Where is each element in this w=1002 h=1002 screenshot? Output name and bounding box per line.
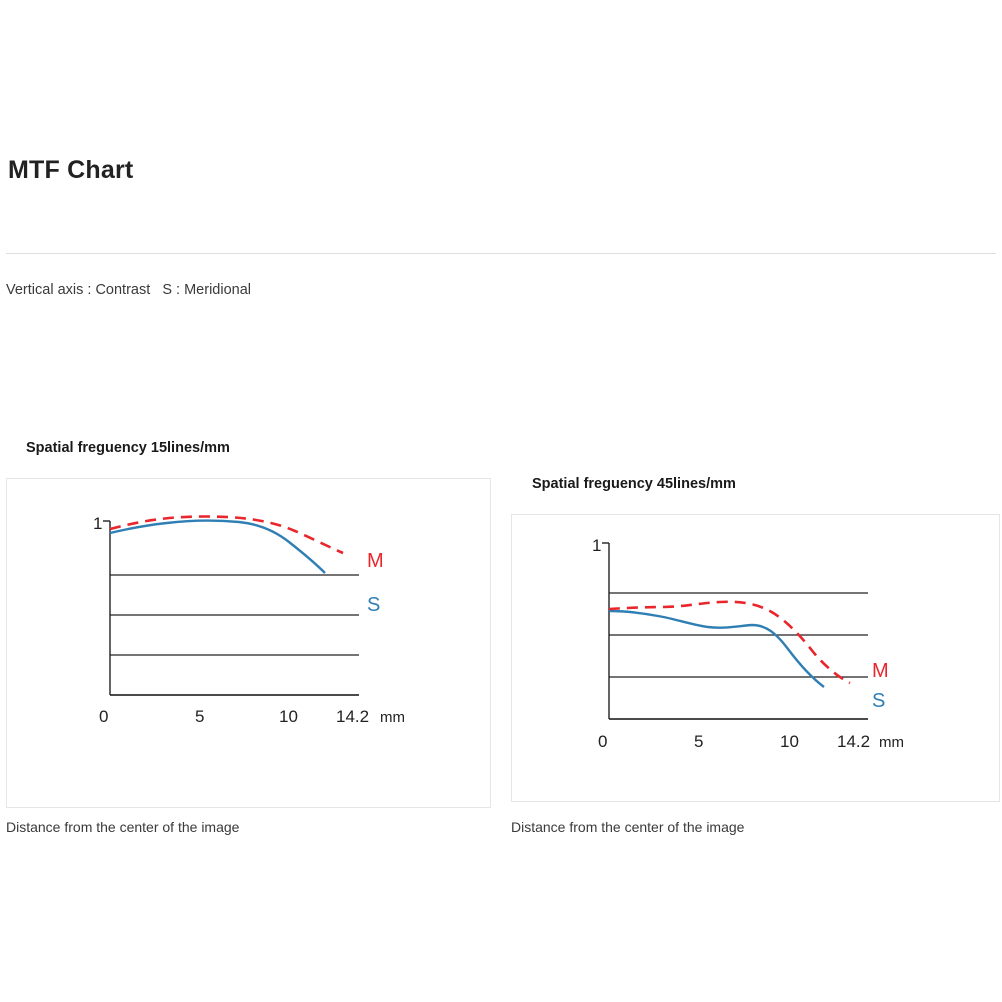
chart-2-x-tick-5: 5 bbox=[694, 732, 704, 751]
chart-1-gridlines bbox=[110, 575, 359, 695]
chart-1-x-unit: mm bbox=[380, 709, 405, 726]
chart-2-svg bbox=[512, 515, 999, 801]
chart-2-plot-area bbox=[511, 514, 1000, 802]
chart-1-x-tick-5: 5 bbox=[195, 707, 205, 726]
chart-2-caption: Spatial freguency 45lines/mm bbox=[532, 476, 736, 492]
chart-2-label-m: M bbox=[872, 660, 889, 682]
page-title: MTF Chart bbox=[8, 156, 134, 184]
chart-2-x-tick-142: 14.2 bbox=[837, 732, 871, 751]
axis-legend-text: Vertical axis : Contrast S : Meridional bbox=[6, 282, 251, 298]
chart-2-footnote: Distance from the center of the image bbox=[511, 819, 745, 835]
header-divider bbox=[6, 253, 996, 254]
chart-1-label-s: S bbox=[367, 594, 381, 616]
chart-1-svg bbox=[7, 479, 490, 807]
chart-1-x-tick-10: 10 bbox=[279, 707, 298, 726]
chart-2-y-zero-label: 0 bbox=[598, 732, 608, 751]
chart-2-x-tick-10: 10 bbox=[780, 732, 799, 751]
chart-1-caption: Spatial freguency 15lines/mm bbox=[26, 440, 230, 456]
chart-1-y-top-label: 1 bbox=[93, 514, 103, 533]
chart-1-y-zero-label: 0 bbox=[99, 707, 109, 726]
chart-1-footnote: Distance from the center of the image bbox=[6, 819, 240, 835]
chart-1-label-m: M bbox=[367, 550, 384, 572]
chart-1-plot-area bbox=[6, 478, 491, 808]
chart-1-series-s bbox=[110, 521, 325, 573]
chart-2-y-top-label: 1 bbox=[592, 536, 602, 555]
chart-1-x-tick-142: 14.2 bbox=[336, 707, 370, 726]
chart-2-label-s: S bbox=[872, 690, 886, 712]
chart-2-x-unit: mm bbox=[879, 734, 904, 751]
chart-2-series-s bbox=[609, 611, 824, 687]
chart-2-gridlines bbox=[609, 593, 868, 719]
